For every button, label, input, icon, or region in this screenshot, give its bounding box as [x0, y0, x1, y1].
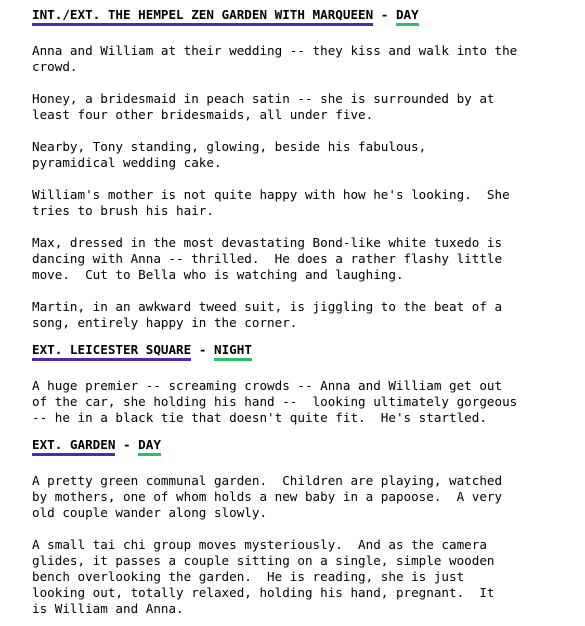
- scene-heading: [32, 0, 572, 27]
- action-paragraph: [32, 537, 572, 617]
- action-line: old couple wander along slowly.: [32, 505, 268, 520]
- action-paragraph: [32, 473, 572, 521]
- action-paragraph: [32, 91, 572, 123]
- action-paragraph: [32, 299, 572, 331]
- scene-time: DAY: [396, 7, 419, 26]
- action-line: A pretty green communal garden. Children are playing, watched: [32, 473, 503, 488]
- action-paragraph: [32, 139, 572, 171]
- action-line: A huge premier -- screaming crowds -- Anna and William get out: [32, 378, 503, 393]
- action-line: Anna and William at their wedding -- they kiss and walk into the: [32, 43, 518, 58]
- scene-heading: [32, 335, 572, 362]
- action-line: tries to brush his hair.: [32, 203, 214, 218]
- action-line: dancing with Anna -- thrilled. He does a rather flashy little: [32, 251, 503, 266]
- action-line: by mothers, one of whom holds a new baby in a papoose. A very: [32, 489, 503, 504]
- action-line: pyramidical wedding cake.: [32, 155, 222, 170]
- action-line: A small tai chi group moves mysteriously. And as the camera: [32, 537, 487, 552]
- scene-heading: [32, 430, 572, 457]
- heading-separator: -: [191, 342, 214, 357]
- heading-separator: -: [115, 437, 139, 452]
- action-paragraph: [32, 235, 572, 283]
- action-line: Nearby, Tony standing, glowing, beside his fabulous,: [32, 139, 427, 154]
- action-line: is William and Anna.: [32, 601, 184, 616]
- action-paragraph: [32, 378, 572, 426]
- action-line: least four other bridesmaids, all under five.: [32, 107, 374, 122]
- action-line: looking out, totally relaxed, holding his hand, pregnant. It: [32, 585, 495, 600]
- action-line: song, entirely happy in the corner.: [32, 315, 298, 330]
- action-line: bench overlooking the garden. He is reading, she is just: [32, 569, 465, 584]
- scene-location: INT./EXT. THE HEMPEL ZEN GARDEN WITH MARQUEEN: [32, 7, 373, 26]
- heading-separator: -: [373, 7, 396, 22]
- screenplay-page: [32, 0, 572, 617]
- scene-location: EXT. LEICESTER SQUARE: [32, 342, 191, 361]
- action-line: Martin, in an awkward tweed suit, is jiggling to the beat of a: [32, 299, 503, 314]
- action-line: Honey, a bridesmaid in peach satin -- she is surrounded by at: [32, 91, 495, 106]
- action-line: of the car, she holding his hand -- looking ultimately gorgeous: [32, 394, 518, 409]
- action-line: William's mother is not quite happy with how he's looking. She: [32, 187, 510, 202]
- action-paragraph: [32, 187, 572, 219]
- scene-time: NIGHT: [214, 342, 252, 361]
- action-paragraph: [32, 43, 572, 75]
- action-line: Max, dressed in the most devastating Bond-like white tuxedo is: [32, 235, 503, 250]
- scene-time: DAY: [138, 437, 161, 456]
- scene-location: EXT. GARDEN: [32, 437, 115, 456]
- action-line: crowd.: [32, 59, 78, 74]
- action-line: move. Cut to Bella who is watching and laughing.: [32, 267, 404, 282]
- action-line: glides, it passes a couple sitting on a single, simple wooden: [32, 553, 495, 568]
- action-line: -- he in a black tie that doesn't quite fit. He's startled.: [32, 410, 487, 425]
